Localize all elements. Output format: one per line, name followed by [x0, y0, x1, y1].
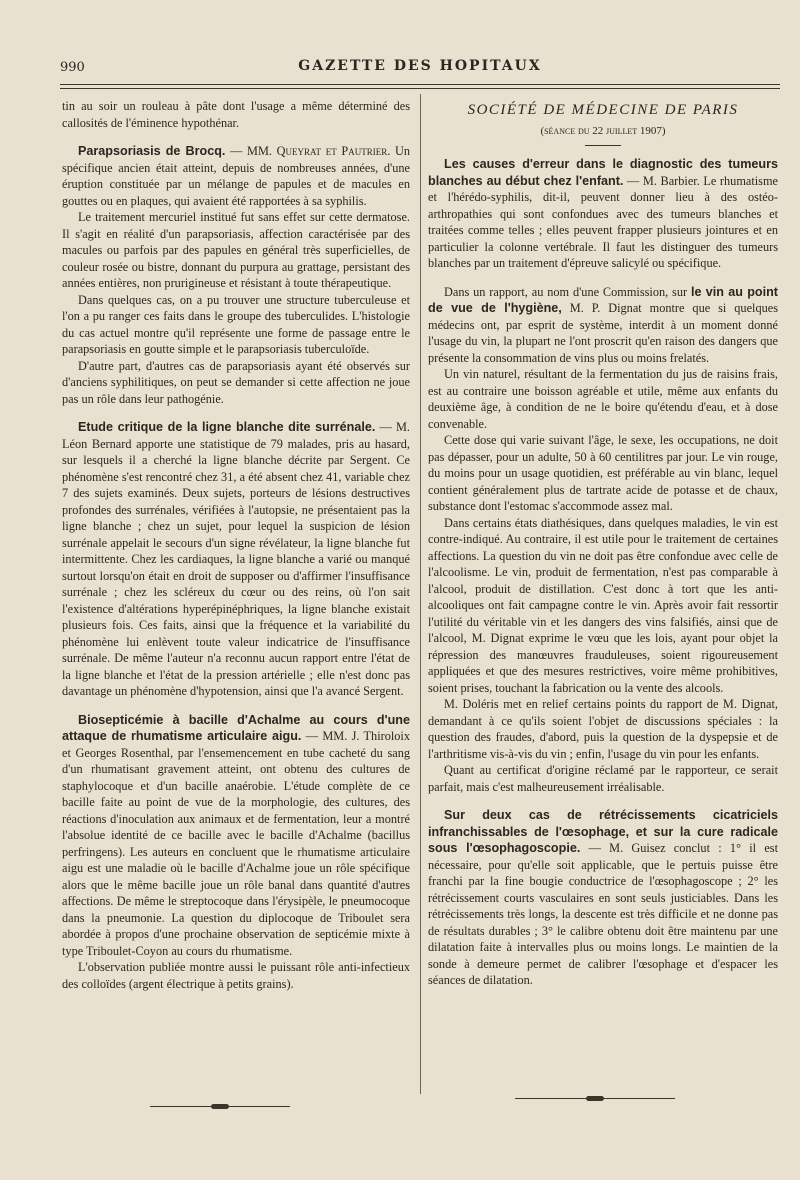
article-vin-hygiene: [428, 284, 778, 367]
right-column: [428, 98, 778, 989]
article-heading: Etude critique de la ligne blanche dite surrénale.: [78, 420, 376, 434]
page-number: 990: [60, 60, 85, 75]
section-rule: [585, 145, 621, 146]
paragraph: Un vin naturel, résultant de la fermentation du jus de raisins frais, est au contraire une boisson agréable et utile, même aux enfants du deuxième âge, à condition de ne le boire qu'étendu d'eau, et à dose convenable.: [428, 367, 778, 431]
continued-paragraph: tin au soir un rouleau à pâte dont l'usage a même déterminé des callosités de l'éminence hypothénar.: [62, 99, 410, 130]
article-ligne-blanche: [62, 419, 410, 700]
header-rule-second: [60, 88, 780, 89]
article-heading: Les causes d'erreur dans le diagnostic des tumeurs blanches au début chez l'enfant.: [428, 157, 778, 188]
article-text: — MM. J. Thiroloix et Georges Rosenthal, par l'ensemencement en tube cacheté du sang d'un rhumatisant gravement atteint, ont obtenu des cultures de staphylocoque et d'un bacille anaérobie. L'étude complète de ce bacille faite au point de vue de la morphologie, des cultures, des réactions d'inoculation aux animaux et de fermentation, leur a montré l'absolue identité de ce bacille avec le bacille d'Achalme (bacillus perfringens). Les auteurs en concluent que le rhumatisme articulaire aigu est une maladie où le bacille d'Achalme joue un rôle spécifique alors que le même bacille joue un rôle banal dans quantité d'autres affections. De même le streptocoque dans l'érysipèle, le pneumocoque dans la pneumonie. La question du diplocoque de Triboulet sera abordée à propos d'une prochaine observation de septicémie mixte à type Triboulet-Coyon au cours du rhumatisme.: [62, 729, 410, 958]
session-date: (séance du 22 juillet 1907): [540, 124, 666, 137]
article-oesophage: [428, 807, 778, 989]
article-text: — M. Guisez conclut : 1° il est nécessaire, pour qu'elle soit applicable, que le pertuis puisse être franchi par la fine bougie conductrice de l'œsophagoscope ; 2° les rétrécissement courts vasculaires en sont seuls justiciables. Dans les rétrécissements très longs, la descente est très difficile et ne donne pas de résultats durables ; 3° le calibre obtenu doit être maintenu par une dilatation faite à intervalles plus ou moins longs. Le maintien de la sonde à demeure permet de calibrer l'œsophage et d'espacer les séances de dilatation.: [428, 841, 779, 987]
paragraph: Quant au certificat d'origine réclamé par le rapporteur, ce serait parfait, mais c'est malheureusement irréalisable.: [428, 763, 778, 794]
paragraph: Dans certains états diathésiques, dans quelques maladies, le vin est contre-indiqué. Au contraire, il est utile pour le traitement de certaines affections. La question du vin ne doit pas être confondue avec celle de l'alcoolisme. Le vin, produit de fermentation, n'est pas comparable à l'alcool, produit de distillation. C'est donc à tort que les anti-alcooliques ont fait campagne contre le vin. Après avoir fait ressortir l'utilité du véritable vin et les dangers des vins falsifiés, ainsi que de l'alcool, M. Dignat exprime le vœu que les lois, ayant pour objet la répression des manœuvres frauduleuses, soient rigoureusement appliquées et que des mesures restrictives, voire même prohibitives, soient prises, touchant la fabrication ou la vente des alcools.: [428, 515, 778, 695]
article-text: Un spécifique ancien était atteint, depuis de nombreuses années, d'une éruption constituée par un mélange de papules et de macules en gouttes ou en plaques, qui avaient été rapportées à sa syphilis.: [62, 144, 410, 208]
page-header: [60, 56, 780, 80]
article-intro: Dans un rapport, au nom d'une Commission, sur: [444, 284, 691, 299]
article-text: — M. Barbier. Le rhumatisme et l'hérédo-syphilis, dit-il, peuvent donner lieu à des ostéo-arthropathies qui sont confondues avec des tumeurs blanches et traitées comme telles ; elles peuvent frapper plusieurs jointures et en particulier la colonne vertébrale. Il faut les distinguer des tumeurs blanches par un traitement d'épreuve salicylé ou spécifique.: [428, 173, 778, 270]
article-tumeurs-blanches: [428, 156, 778, 272]
header-rule: [60, 84, 780, 85]
paragraph: M. Doléris met en relief certains points du rapport de M. Dignat, demandant à ce qu'ils soient l'objet de discussions spéciales : la question des fraudes, d'abord, puis la question de la dyspepsie et de l'arthritisme vis-à-vis du vin ; enfin, l'usage du vin pour les enfants.: [428, 697, 778, 761]
article-biosepticemie: [62, 712, 410, 960]
article-text: — M. Léon Bernard apporte une statistique de 79 malades, pris au hasard, sur lesquels il a cherché la ligne blanche décrite par Sergent. Ce phénomène s'est rencontré chez 31, a été absent chez 41, variable chez 7 des sujets examinés. Deux sujets, porteurs de lésions destructives profondes des surrénales, vérifiées à l'autopsie, ne présentaient pas la ligne blanche ; chez un sujet, pour lequel la suspicion de lésion surrénale appelait le secours d'un signe révélateur, la ligne blanche fut intermittente. Chez les cardiaques, la ligne blanche a varié ou manqué surtout lorsqu'on était en droit de supposer ou d'affirmer l'insuffisance surrénale ; chez les scléreux du cœur ou des reins, où l'on sait l'existence d'altérations hyperépinéphriques, la ligne blanche existait plusieurs fois. Ces faits, ainsi que la fréquence et la variabilité du phénomène lui enlèvent toute valeur indicatrice de l'insuffisance surrénale. De même l'auteur n'a reconnu aucun rapport entre l'état de la ligne blanche et l'état de la pression artérielle ; elle n'est donc pas davantage un phénomène d'hypotension, ainsi que l'a avancé Sergent.: [62, 420, 410, 698]
journal-title: GAZETTE DES HOPITAUX: [298, 58, 542, 74]
article-heading: Parapsoriasis de Brocq.: [78, 144, 226, 158]
column-divider: [420, 94, 421, 1094]
article-authors: — MM. Queyrat et Pautrier.: [225, 144, 391, 158]
paragraph: Cette dose qui varie suivant l'âge, le sexe, les occupations, ne doit pas dépasser, pour un adulte, 50 à 60 centilitres par jour. Le vin rouge, du moins pour un usage quotidien, est préférable au vin blanc, lequel contient généralement plus de tartrate acide de potasse et de chaux, substance dont l'estomac s'accommode assez mal.: [428, 433, 778, 513]
article-parapsoriasis: [62, 143, 410, 209]
paragraph: Dans quelques cas, on a pu trouver une structure tuberculeuse et l'on a pu ranger ces faits dans le groupe des tuberculides. L'histologie du cas actuel montre qu'il représente une forme de passage entre le parapsoriasis en goutte simple et le parapsoriasis tuberculoïde.: [62, 292, 410, 356]
end-ornament-right: [515, 1098, 675, 1099]
article-heading: Biosepticémie à bacille d'Achalme au cours d'une attaque de rhumatisme articulaire aigu.: [62, 712, 410, 743]
article-text: M. P. Dignat montre que si quelques médecins ont, par esprit de système, interdit à un moment donné l'usage du vin, la plupart ne l'ont proscrit qu'en raison des dangers que présente la consommation de vins plus ou moins frelatés.: [428, 301, 778, 365]
left-column: [62, 98, 410, 992]
society-title: SOCIÉTÉ DE MÉDECINE DE PARIS: [467, 102, 739, 118]
paragraph: L'observation publiée montre aussi le puissant rôle anti-infectieux des colloïdes (argent électrique à petits grains).: [62, 960, 410, 991]
end-ornament-left: [150, 1106, 290, 1107]
article-heading: le vin au point de vue de l'hygiène,: [428, 284, 778, 315]
article-heading: Sur deux cas de rétrécissements cicatriciels infranchissables de l'œsophage, et sur la cure radicale sous l'œsophagoscopie.: [428, 808, 778, 855]
paragraph: D'autre part, d'autres cas de parapsoriasis ayant été observés sur d'anciens syphilitiques, on peut se demander si cette affection ne joue pas un rôle dans leur pathogénie.: [62, 358, 410, 406]
paragraph: Le traitement mercuriel institué fut sans effet sur cette dermatose. Il s'agit en réalité d'un parapsoriasis, affection caractérisée par des macules ou parfois par des papules en général très superficielles, de couleur rosée ou bistre, donnant du purpura au grattage, persistant des années entières, non prurigineuse et résistant à toute thérapeutique.: [62, 210, 410, 290]
